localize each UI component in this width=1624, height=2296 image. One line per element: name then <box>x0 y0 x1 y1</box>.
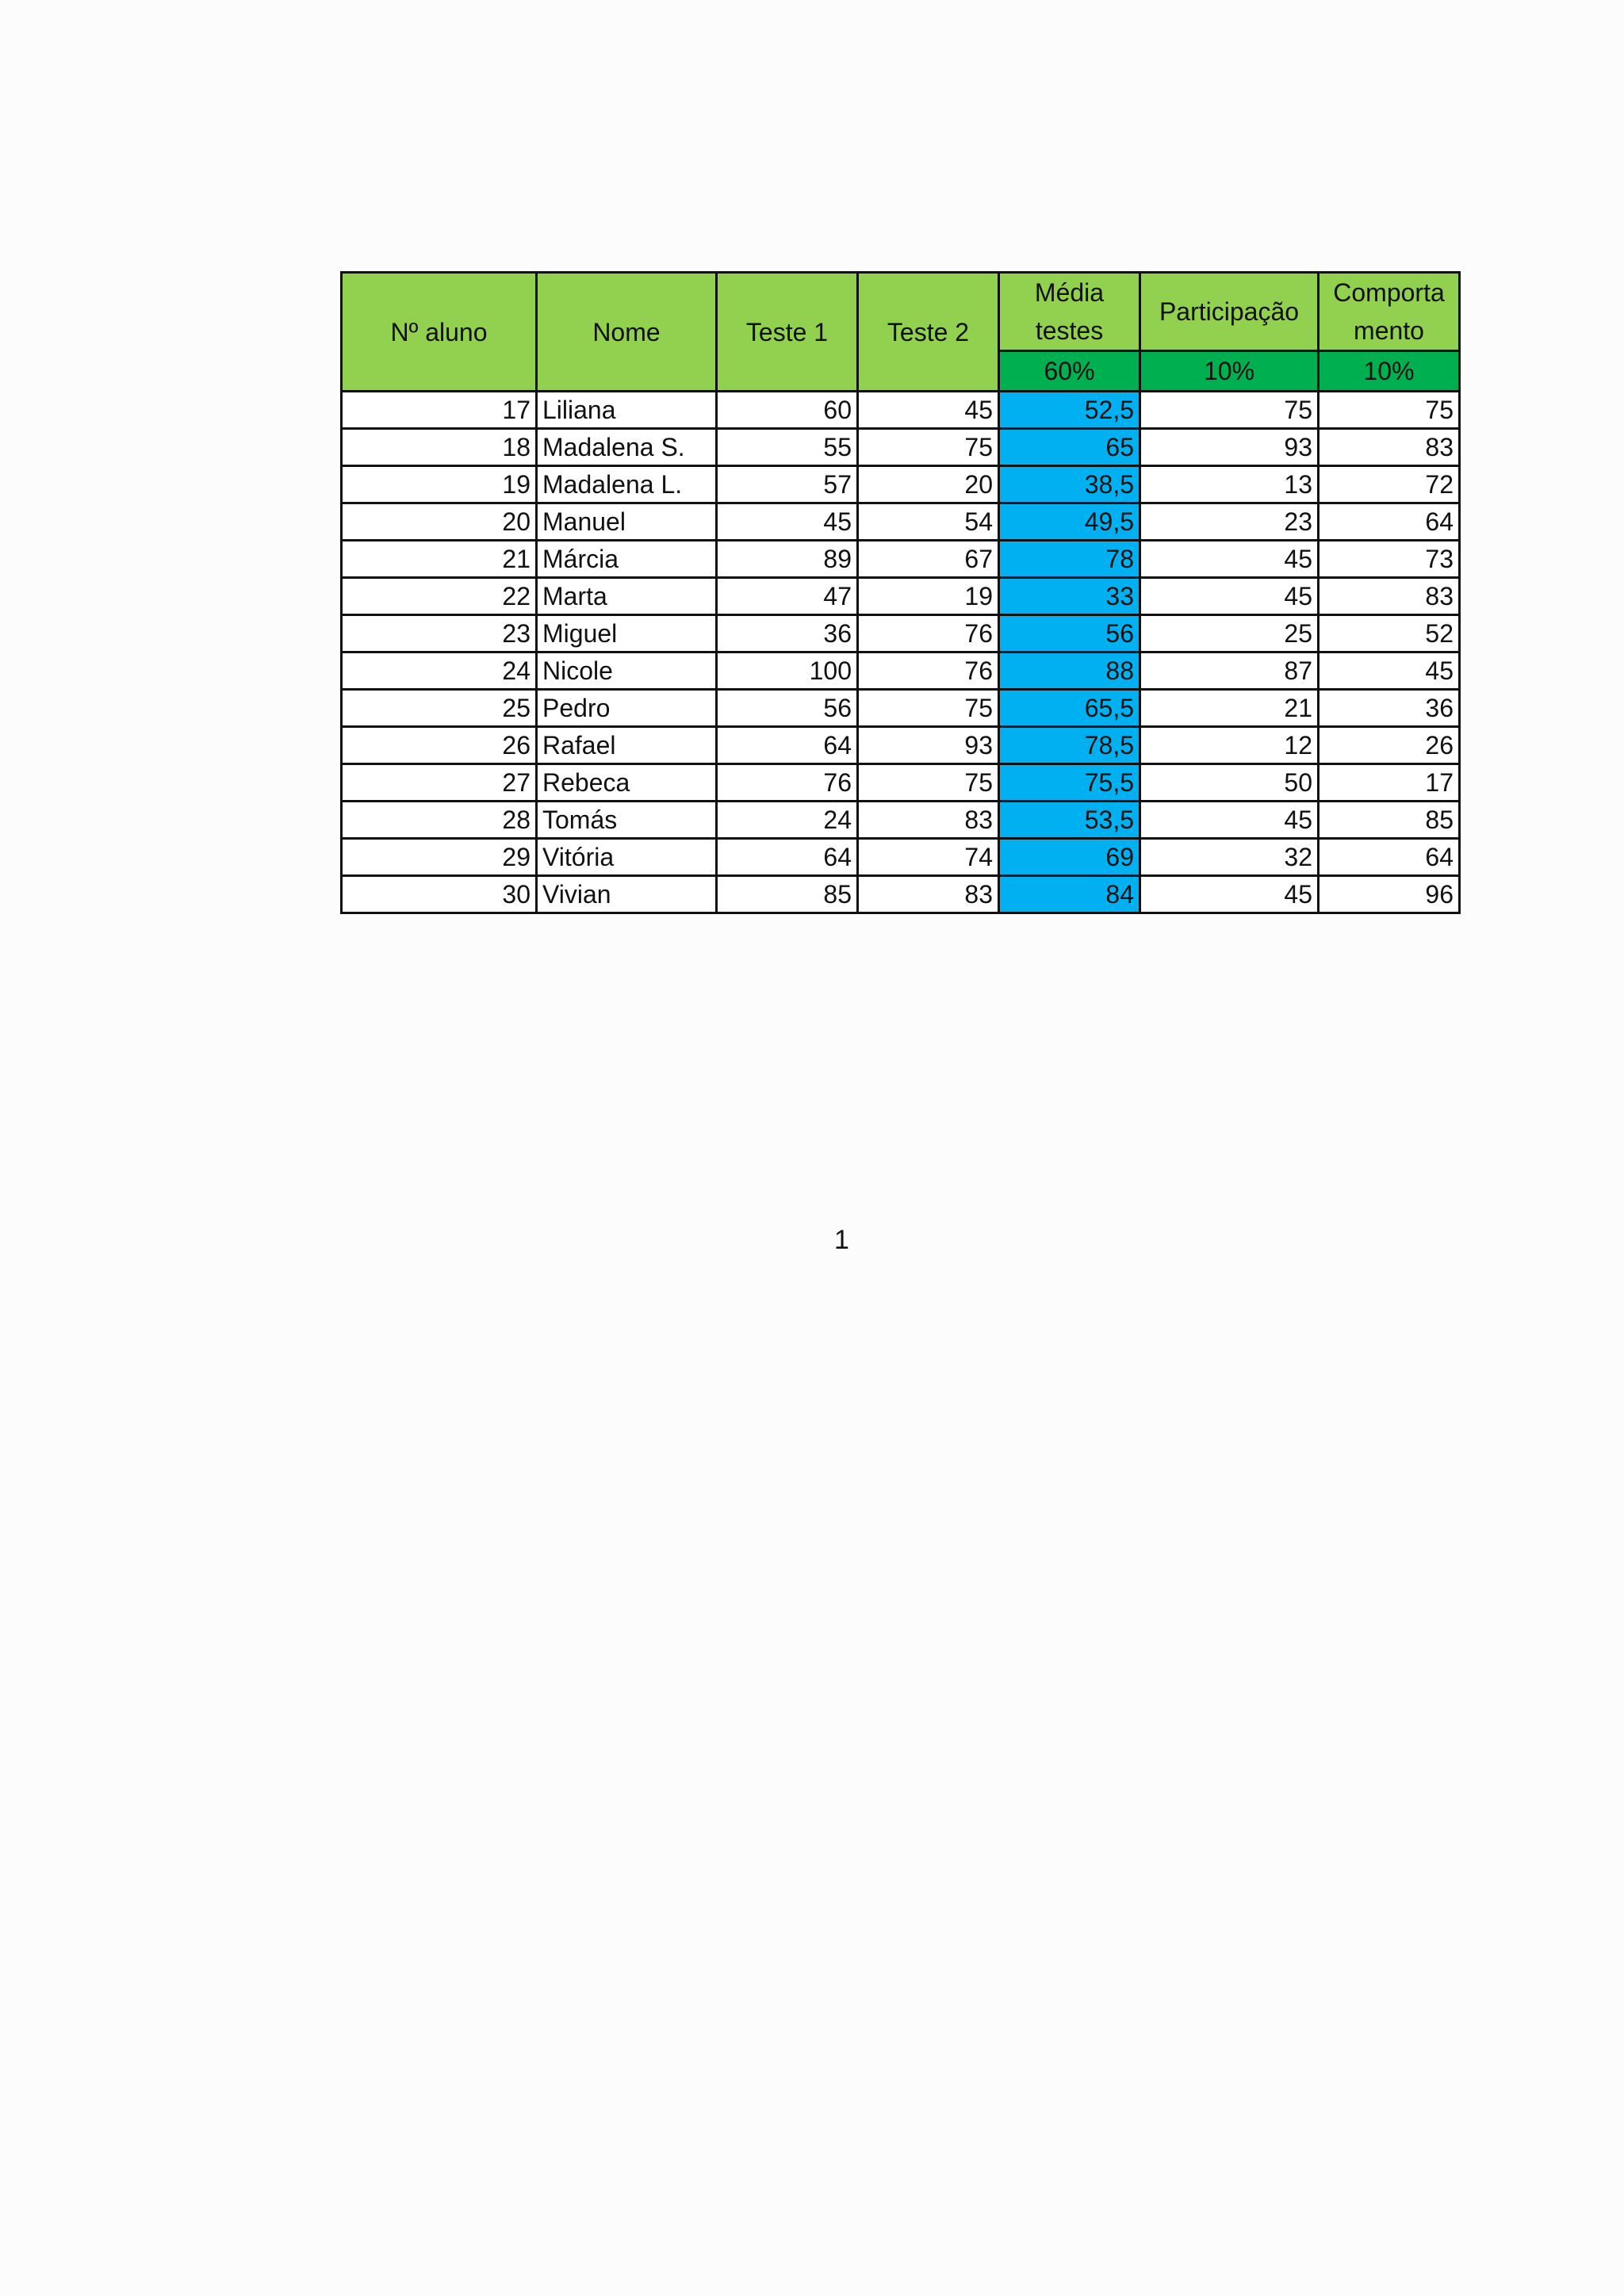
cell-teste-2: 45 <box>858 392 999 429</box>
cell-participacao: 21 <box>1140 690 1319 727</box>
cell-num-aluno: 29 <box>342 839 537 876</box>
cell-num-aluno: 17 <box>342 392 537 429</box>
cell-nome: Rebeca <box>537 764 717 802</box>
table-row <box>342 429 1460 466</box>
cell-comportamento: 75 <box>1319 392 1460 429</box>
cell-teste-1: 76 <box>717 764 858 802</box>
cell-nome: Madalena S. <box>537 429 717 466</box>
cell-participacao: 75 <box>1140 392 1319 429</box>
cell-nome: Vivian <box>537 876 717 913</box>
cell-teste-1: 57 <box>717 466 858 503</box>
cell-num-aluno: 18 <box>342 429 537 466</box>
cell-comportamento: 96 <box>1319 876 1460 913</box>
cell-teste-2: 74 <box>858 839 999 876</box>
cell-media-testes: 52,5 <box>999 392 1140 429</box>
cell-teste-1: 85 <box>717 876 858 913</box>
cell-teste-2: 19 <box>858 578 999 615</box>
cell-nome: Nicole <box>537 652 717 690</box>
cell-comportamento: 83 <box>1319 578 1460 615</box>
cell-media-testes: 65,5 <box>999 690 1140 727</box>
table-header <box>342 273 1460 392</box>
grades-table <box>340 271 1461 914</box>
header-nome: Nome <box>537 273 717 392</box>
table-body <box>342 392 1460 913</box>
header-comportamento <box>1319 273 1460 351</box>
table-row <box>342 578 1460 615</box>
cell-participacao: 93 <box>1140 429 1319 466</box>
cell-teste-2: 93 <box>858 727 999 764</box>
cell-media-testes: 78,5 <box>999 727 1140 764</box>
cell-media-testes: 65 <box>999 429 1140 466</box>
table-row <box>342 727 1460 764</box>
table-row <box>342 466 1460 503</box>
table-row <box>342 615 1460 652</box>
cell-num-aluno: 30 <box>342 876 537 913</box>
cell-teste-1: 47 <box>717 578 858 615</box>
cell-participacao: 50 <box>1140 764 1319 802</box>
cell-participacao: 23 <box>1140 503 1319 541</box>
table-row <box>342 764 1460 802</box>
cell-comportamento: 26 <box>1319 727 1460 764</box>
cell-media-testes: 88 <box>999 652 1140 690</box>
cell-media-testes: 38,5 <box>999 466 1140 503</box>
cell-media-testes: 84 <box>999 876 1140 913</box>
cell-nome: Rafael <box>537 727 717 764</box>
cell-teste-1: 64 <box>717 727 858 764</box>
header-comportamento-label: Comporta mento <box>1333 278 1445 345</box>
table-row <box>342 503 1460 541</box>
cell-nome: Miguel <box>537 615 717 652</box>
header-media-testes-label: Média testes <box>1034 278 1105 345</box>
cell-teste-1: 60 <box>717 392 858 429</box>
cell-num-aluno: 21 <box>342 541 537 578</box>
cell-comportamento: 72 <box>1319 466 1460 503</box>
cell-teste-2: 76 <box>858 615 999 652</box>
cell-comportamento: 85 <box>1319 802 1460 839</box>
cell-nome: Vitória <box>537 839 717 876</box>
cell-num-aluno: 23 <box>342 615 537 652</box>
table-row <box>342 652 1460 690</box>
cell-comportamento: 73 <box>1319 541 1460 578</box>
cell-nome: Pedro <box>537 690 717 727</box>
cell-participacao: 45 <box>1140 802 1319 839</box>
cell-num-aluno: 26 <box>342 727 537 764</box>
table-row <box>342 541 1460 578</box>
cell-teste-1: 64 <box>717 839 858 876</box>
cell-participacao: 45 <box>1140 578 1319 615</box>
cell-num-aluno: 28 <box>342 802 537 839</box>
cell-comportamento: 83 <box>1319 429 1460 466</box>
table-row <box>342 392 1460 429</box>
weight-comportamento: 10% <box>1319 351 1460 392</box>
cell-comportamento: 17 <box>1319 764 1460 802</box>
cell-teste-2: 75 <box>858 764 999 802</box>
cell-teste-2: 75 <box>858 429 999 466</box>
cell-teste-2: 83 <box>858 876 999 913</box>
weight-participacao: 10% <box>1140 351 1319 392</box>
header-num-aluno: Nº aluno <box>342 273 537 392</box>
cell-nome: Tomás <box>537 802 717 839</box>
table-row <box>342 876 1460 913</box>
cell-num-aluno: 25 <box>342 690 537 727</box>
cell-participacao: 32 <box>1140 839 1319 876</box>
cell-nome: Marta <box>537 578 717 615</box>
page-number: 1 <box>834 1225 849 1255</box>
cell-nome: Madalena L. <box>537 466 717 503</box>
header-participacao: Participação <box>1140 273 1319 351</box>
cell-num-aluno: 20 <box>342 503 537 541</box>
cell-nome: Liliana <box>537 392 717 429</box>
cell-num-aluno: 22 <box>342 578 537 615</box>
cell-teste-2: 67 <box>858 541 999 578</box>
cell-participacao: 45 <box>1140 541 1319 578</box>
cell-comportamento: 52 <box>1319 615 1460 652</box>
weight-media: 60% <box>999 351 1140 392</box>
header-media-testes <box>999 273 1140 351</box>
cell-teste-2: 83 <box>858 802 999 839</box>
header-teste-2: Teste 2 <box>858 273 999 392</box>
cell-media-testes: 49,5 <box>999 503 1140 541</box>
cell-participacao: 25 <box>1140 615 1319 652</box>
cell-participacao: 87 <box>1140 652 1319 690</box>
cell-num-aluno: 24 <box>342 652 537 690</box>
cell-teste-1: 56 <box>717 690 858 727</box>
cell-teste-1: 24 <box>717 802 858 839</box>
cell-media-testes: 75,5 <box>999 764 1140 802</box>
cell-teste-2: 54 <box>858 503 999 541</box>
cell-teste-1: 89 <box>717 541 858 578</box>
cell-teste-2: 20 <box>858 466 999 503</box>
cell-teste-1: 45 <box>717 503 858 541</box>
cell-media-testes: 78 <box>999 541 1140 578</box>
cell-comportamento: 36 <box>1319 690 1460 727</box>
cell-nome: Márcia <box>537 541 717 578</box>
cell-media-testes: 69 <box>999 839 1140 876</box>
cell-teste-2: 76 <box>858 652 999 690</box>
cell-teste-1: 100 <box>717 652 858 690</box>
table-row <box>342 802 1460 839</box>
cell-participacao: 13 <box>1140 466 1319 503</box>
cell-teste-2: 75 <box>858 690 999 727</box>
cell-num-aluno: 19 <box>342 466 537 503</box>
table-row <box>342 839 1460 876</box>
cell-media-testes: 56 <box>999 615 1140 652</box>
cell-media-testes: 53,5 <box>999 802 1140 839</box>
cell-participacao: 12 <box>1140 727 1319 764</box>
cell-comportamento: 45 <box>1319 652 1460 690</box>
cell-participacao: 45 <box>1140 876 1319 913</box>
cell-nome: Manuel <box>537 503 717 541</box>
cell-comportamento: 64 <box>1319 839 1460 876</box>
cell-num-aluno: 27 <box>342 764 537 802</box>
cell-teste-1: 55 <box>717 429 858 466</box>
header-teste-1: Teste 1 <box>717 273 858 392</box>
cell-comportamento: 64 <box>1319 503 1460 541</box>
table-row <box>342 690 1460 727</box>
cell-media-testes: 33 <box>999 578 1140 615</box>
cell-teste-1: 36 <box>717 615 858 652</box>
